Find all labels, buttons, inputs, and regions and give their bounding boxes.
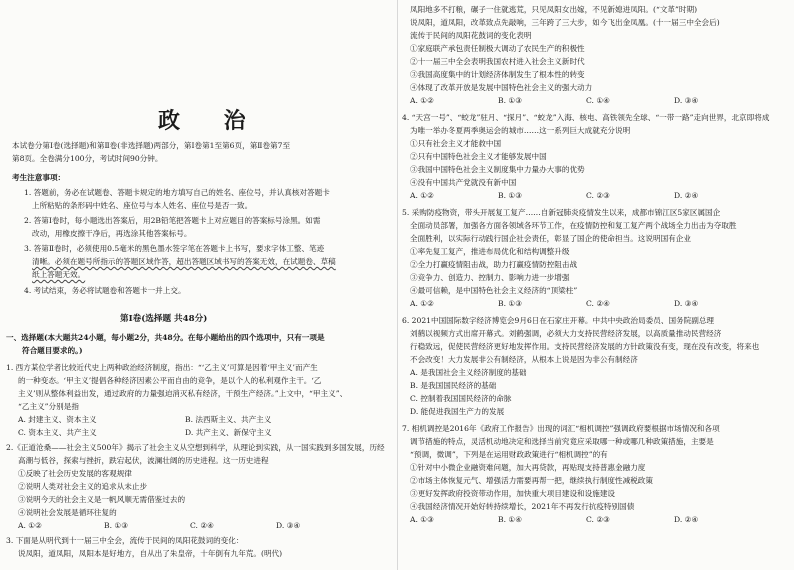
statement: ①反映了社会历史发展的客观规律 (18, 469, 132, 478)
notice-line: 清晰。必须在题号所指示的答题区域作答，超出答题区域书写的答案无效，在试题卷、草稿 (32, 257, 336, 266)
question-line: 全面动员部署，加强各方面各领域各环节工作，在疫情防控和复工复产两个战场全力出击为夺取胜 (410, 221, 737, 230)
statement: ②只有中国特色社会主义才能够发展中国 (410, 152, 547, 161)
statement: ④我国经济情况开始好转持续增长，2021年不再发行抗疫特别国债 (410, 502, 635, 511)
question-line: 5. 采购防疫物资，带头开展复工复产……自新冠肺炎疫情发生以来，成都市锦江区5家区属国企 (402, 208, 721, 217)
option: A. ①② (410, 96, 434, 105)
question-line: 全面胜利，以实际行动践行国企社会责任，彰显了国企的使命担当。这说明国有企业 (410, 234, 691, 243)
question-line: 主义’则从整体利益出发，通过政府的力量强迫消灭私有经济，干预生产经济。”上文中，“甲主义”、 (18, 389, 348, 398)
option: D. 共产主义、新保守主义 (185, 428, 272, 437)
option: D. ③④ (276, 521, 301, 530)
statement: ④没有中国共产党就没有新中国 (410, 178, 517, 187)
question-line: 凤阳地多不打粮，碾子一住就逃荒，只见凤阳女出嫁，不见新媳进凤阳。(“文革”时期) (410, 5, 698, 14)
statement: ②市场主体恢复元气、增强活力需要再帮一把，继续执行制度性减税政策 (410, 476, 653, 485)
intro-line-1: 本试卷分第Ⅰ卷(选择题)和第Ⅱ卷(非选择题)两部分，第Ⅰ卷第1至第6页，第Ⅱ卷第7至 (12, 141, 291, 150)
option: B. ①③ (498, 299, 523, 308)
question-line: 1. 西方某位学者比较近代史上两种政治经济制度，指出：“‘乙主义’可算是因着‘甲主义’而产生 (6, 363, 318, 372)
option: D. 能促进我国生产力的发展 (410, 407, 505, 416)
notice-line: 3. 答第Ⅱ卷时，必须使用0.5毫米的黑色墨水签字笔在答题卡上书写，要求字体工整、笔迹 (24, 244, 325, 253)
option: A. 是我国社会主义经济制度的基础 (410, 368, 527, 377)
question-line: 为唯一举办冬夏两季奥运会的城市……这一系列巨大成就充分说明 (410, 126, 631, 135)
statement: ①针对中小微企业融资难问题，加大再贷款，再贴现支持普惠金融力度 (410, 463, 646, 472)
statement: ③竞争力、创造力、控制力、影响力进一步增强 (410, 273, 570, 282)
question-line: “乙主义”分别是指 (18, 402, 79, 411)
statement: ③说明今天的社会主义是一帆风顺无需借鉴过去的 (18, 495, 186, 504)
option: A. ①② (410, 299, 434, 308)
question-line: 说凤阳，道凤阳，改革致点先敲响，三年跨了三大步，如今飞出金凤凰。(十一届三中全会后) (410, 18, 720, 27)
option: B. 是我国国民经济的基础 (410, 381, 497, 390)
option: A. ①③ (410, 515, 434, 524)
exam-title: 政 治 (158, 108, 264, 134)
option: D. ③④ (674, 299, 699, 308)
statement: ①只有社会主义才能救中国 (410, 139, 502, 148)
option: B. ①③ (498, 191, 523, 200)
notice-line: 上所粘贴的条形码中姓名、座位号与本人姓名、座位号是否一致。 (32, 201, 253, 210)
statement: ③更好发挥政府投资带动作用，加快重大项目建设和设施建设 (410, 489, 616, 498)
option: B. ①③ (498, 96, 523, 105)
statement: ④说明社会发展是循环往复的 (18, 508, 117, 517)
question-line: 7. 相机调控是2016年《政府工作报告》出现的词汇“相机调控”强调政府要根据市场情况和各项 (402, 424, 720, 433)
option: C. ②③ (586, 191, 610, 200)
notice-line: 1. 答题前，务必在试题卷、答题卡规定的地方填写自己的姓名、座位号，并认真核对答题卡 (24, 188, 330, 197)
question-line: 高潮与低谷，探索与挫折，跌宕起伏，波澜壮阔的历史进程。这一历史进程 (18, 456, 269, 465)
option: A. ①② (18, 521, 42, 530)
statement: ①家庭联产承包责任制极大调动了农民生产的积极性 (410, 44, 585, 53)
question-line: 2.《正道沧桑——社会主义500年》揭示了社会主义从空想到科学，从理论到实践，从一国实践到多国发展，历经 (6, 443, 385, 452)
question-line: 6. 2021中国国际数字经济博览会9月6日在石家庄开幕。中共中央政治局委员、国务院副总理 (402, 316, 715, 325)
option: A. 封建主义、资本主义 (18, 415, 97, 424)
option: D. ②④ (674, 515, 699, 524)
question-line: 调节措施的特点，灵活机动地决定和选择当前究竟应采取哪一种或哪几种政策措施，主要是 (410, 437, 714, 446)
notice-title: 考生注意事项： (12, 173, 66, 182)
question-line: 行稳致远，促使民营经济更好地发挥作用。支持民营经济发展的方针政策没有变，现在没有改变，将来也 (410, 342, 760, 351)
statement: ②十一届三中全会表明我国农村进入社会主义新时代 (410, 57, 585, 66)
question-line: 刘鹤以视频方式出席开幕式。刘鹤强调，必须大力支持民营经济发展，以高质量推动民营经济 (410, 329, 722, 338)
option: C. ①④ (586, 96, 610, 105)
option: B. ①③ (104, 521, 129, 530)
option: C. 资本主义、共产主义 (18, 428, 97, 437)
notice-line: 2. 答第Ⅰ卷时，每小题选出答案后，用2B铅笔把答题卡上对应题目的答案标号涂黑。如需 (24, 216, 321, 225)
statement: ③我国高度集中的计划经济体制发生了根本性的转变 (410, 70, 585, 79)
intro-line-2: 第8页。全卷满分100分，考试时间90分钟。 (12, 154, 163, 163)
option: C. ②④ (190, 521, 214, 530)
section-header: 第Ⅰ卷(选择题 共48分) (120, 314, 208, 324)
right-page (397, 0, 794, 570)
option: D. ②④ (674, 191, 699, 200)
notice-line: 纸上答题无效。 (32, 270, 86, 279)
statement: ②说明人类对社会主义的追求从未止步 (18, 482, 148, 491)
option: D. ③④ (674, 96, 699, 105)
statement: ①率先复工复产，推进布局优化和结构调整升级 (410, 247, 570, 256)
option: C. ②④ (586, 299, 610, 308)
option: B. 法西斯主义、共产主义 (185, 415, 272, 424)
statement: ④体现了改革开放是发展中国特色社会主义的强大动力 (410, 83, 593, 92)
question-line: 的一种变态。‘甲主义’提倡各种经济因素公平而自由的竞争，是以个人的私利观作主干。‘乙 (18, 376, 322, 385)
question-line: 4. “天宫一号”、“蛟龙”驻月、“探月”、“蛟龙”入海、核电、高铁领先全球、“一带一路”走向世界，北京即将成 (402, 113, 770, 122)
question-line: 不会改变！大力发展非公有制经济，从根本上说是因为非公有制经济 (410, 355, 638, 364)
notice-line: 4. 考试结束，务必将试题卷和答题卡一并上交。 (24, 286, 186, 295)
section-instructions: 一、选择题(本大题共24小题，每小题2分，共48分。在每小题给出的四个选项中，只有一项是 (6, 333, 325, 342)
option: C. ②③ (586, 515, 610, 524)
section-instructions: 符合题目要求的。) (22, 346, 83, 355)
option: B. ①④ (498, 515, 523, 524)
question-line: “预调，微调”，下列是在运用财政政策进行“相机调控”的有 (410, 450, 608, 459)
statement: ③我国中国特色社会主义制度集中力量办大事的优势 (410, 165, 585, 174)
option: A. ①② (410, 191, 434, 200)
notice-line: 改动，用橡皮擦干净后，再选涂其他答案标号。 (32, 229, 192, 238)
statement: ②全力打赢疫情阻击战，助力打赢疫情防控阻击战 (410, 260, 578, 269)
statement: ④最可信赖，是中国特色社会主义经济的“顶梁柱” (410, 286, 578, 295)
question-line: 3. 下面是从明代到十一届三中全会，流传于民间的凤阳花鼓词的变化： (6, 536, 244, 545)
question-line: 说凤阳，道凤阳，凤阳本是好地方，自从出了朱皇帝，十年倒有九年荒。(明代) (18, 549, 283, 558)
question-line: 流传于民间的凤阳花鼓词的变化表明 (410, 31, 532, 40)
option: C. 控制着我国国民经济的命脉 (410, 394, 512, 403)
